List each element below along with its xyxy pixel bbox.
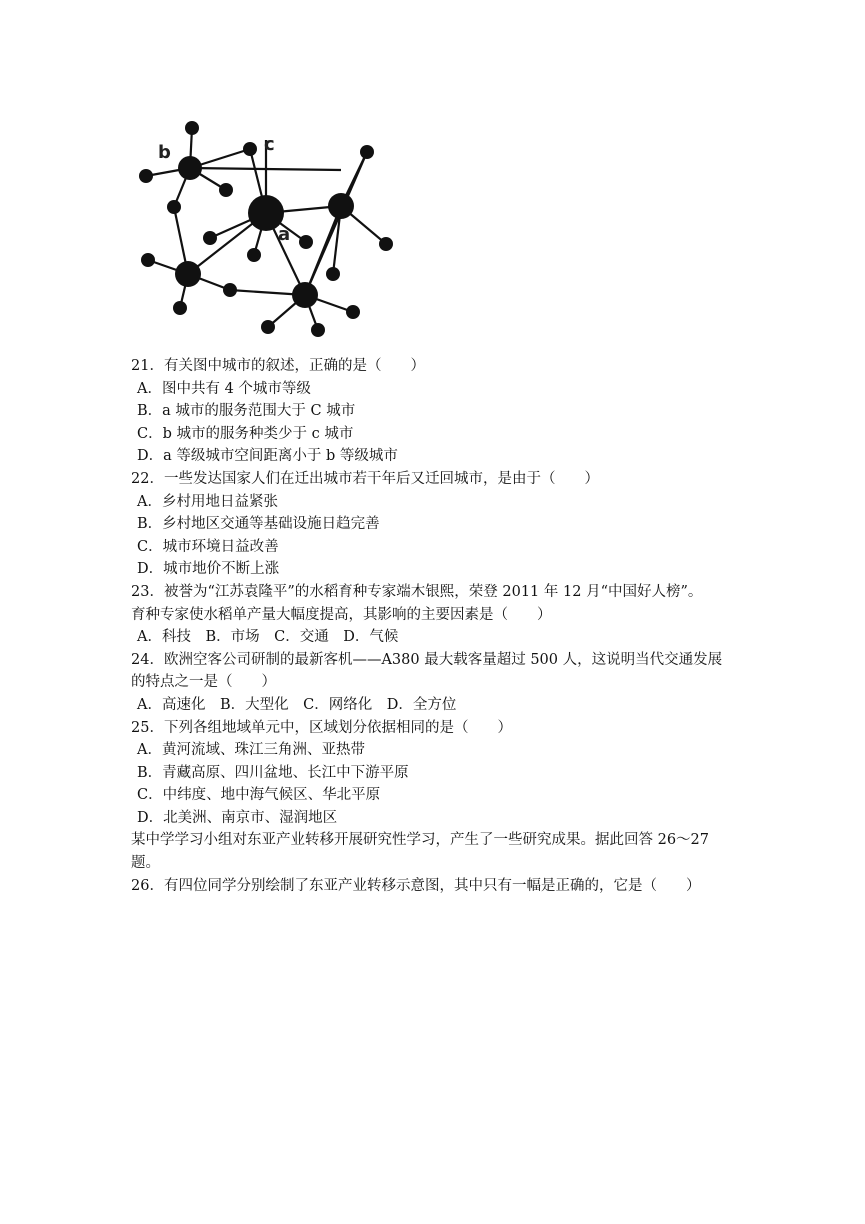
q22-option-b: B．乡村地区交通等基础设施日趋完善 (137, 516, 380, 533)
q22-stem: 22．一些发达国家人们在迁出城市若干年后又迁回城市，是由于（ ） (131, 470, 599, 487)
q23-stem-line2: 育种专家使水稻单产量大幅度提高，其影响的主要因素是（ ） (131, 606, 552, 623)
q26-stem: 26．有四位同学分别绘制了东亚产业转移示意图，其中只有一幅是正确的，它是（ ） (131, 877, 701, 894)
q21-stem: 21．有关图中城市的叙述，正确的是（ ） (131, 358, 425, 374)
town-node (141, 253, 155, 267)
city-hub-node (328, 193, 354, 219)
town-node (219, 183, 233, 197)
q24-stem-line1: 24．欧洲空客公司研制的最新客机——A380 最大载客量超过 500 人，这说明当代交通发展 (131, 651, 723, 668)
city-hub-node (292, 282, 318, 308)
label-a: a (278, 224, 291, 245)
q25-stem: 25．下列各组地域单元中，区域划分依据相同的是（ ） (131, 719, 512, 736)
town-node (326, 267, 340, 281)
town-node (379, 237, 393, 251)
intro-line2: 题。 (131, 855, 160, 872)
town-node (173, 301, 187, 315)
q25-option-b: B．青藏高原、四川盆地、长江中下游平原 (137, 764, 409, 781)
q21-option-d: D．a 等级城市空间距离小于 b 等级城市 (137, 448, 398, 465)
intro-line1: 某中学学习小组对东亚产业转移开展研究性学习，产生了一些研究成果。据此回答 26～27 (131, 832, 710, 849)
city-hierarchy-diagram (128, 112, 398, 352)
town-node (223, 283, 237, 297)
town-node (346, 305, 360, 319)
question-list (131, 355, 741, 897)
town-node (299, 235, 313, 249)
town-node (167, 200, 181, 214)
q25-option-d: D．北美洲、南京市、湿润地区 (137, 809, 338, 826)
town-node (261, 320, 275, 334)
label-c: c (264, 134, 275, 155)
q24-stem-line2: 的特点之一是（ ） (131, 674, 276, 691)
town-node (247, 248, 261, 262)
q23-options: A．科技 B．市场 C．交通 D．气候 (137, 629, 399, 646)
town-node (139, 169, 153, 183)
label-b: b (158, 142, 171, 163)
q21-option-b: B．a 城市的服务范围大于 C 城市 (137, 403, 356, 420)
q21-option-c: C．b 城市的服务种类少于 c 城市 (137, 425, 354, 442)
town-node (203, 231, 217, 245)
q22-option-c: C．城市环境日益改善 (137, 538, 279, 555)
city-hub-node (175, 261, 201, 287)
q21-option-a: A．图中共有 4 个城市等级 (137, 380, 311, 397)
q22-option-d: D．城市地价不断上涨 (137, 561, 280, 578)
town-node (360, 145, 374, 159)
city-b-node (178, 156, 202, 180)
city-c-node (243, 142, 257, 156)
q22-option-a: A．乡村用地日益紧张 (137, 493, 278, 510)
town-node (185, 121, 199, 135)
q23-stem-line1: 23．被誉为“江苏袁隆平”的水稻育种专家端木银熙，荣登 2011 年 12 月“中国好人榜”。 (131, 583, 703, 600)
q25-option-a: A．黄河流域、珠江三角洲、亚热带 (137, 742, 365, 759)
town-node (311, 323, 325, 337)
q24-options: A．高速化 B．大型化 C．网络化 D．全方位 (137, 696, 457, 713)
q25-option-c: C．中纬度、地中海气候区、华北平原 (137, 787, 381, 804)
